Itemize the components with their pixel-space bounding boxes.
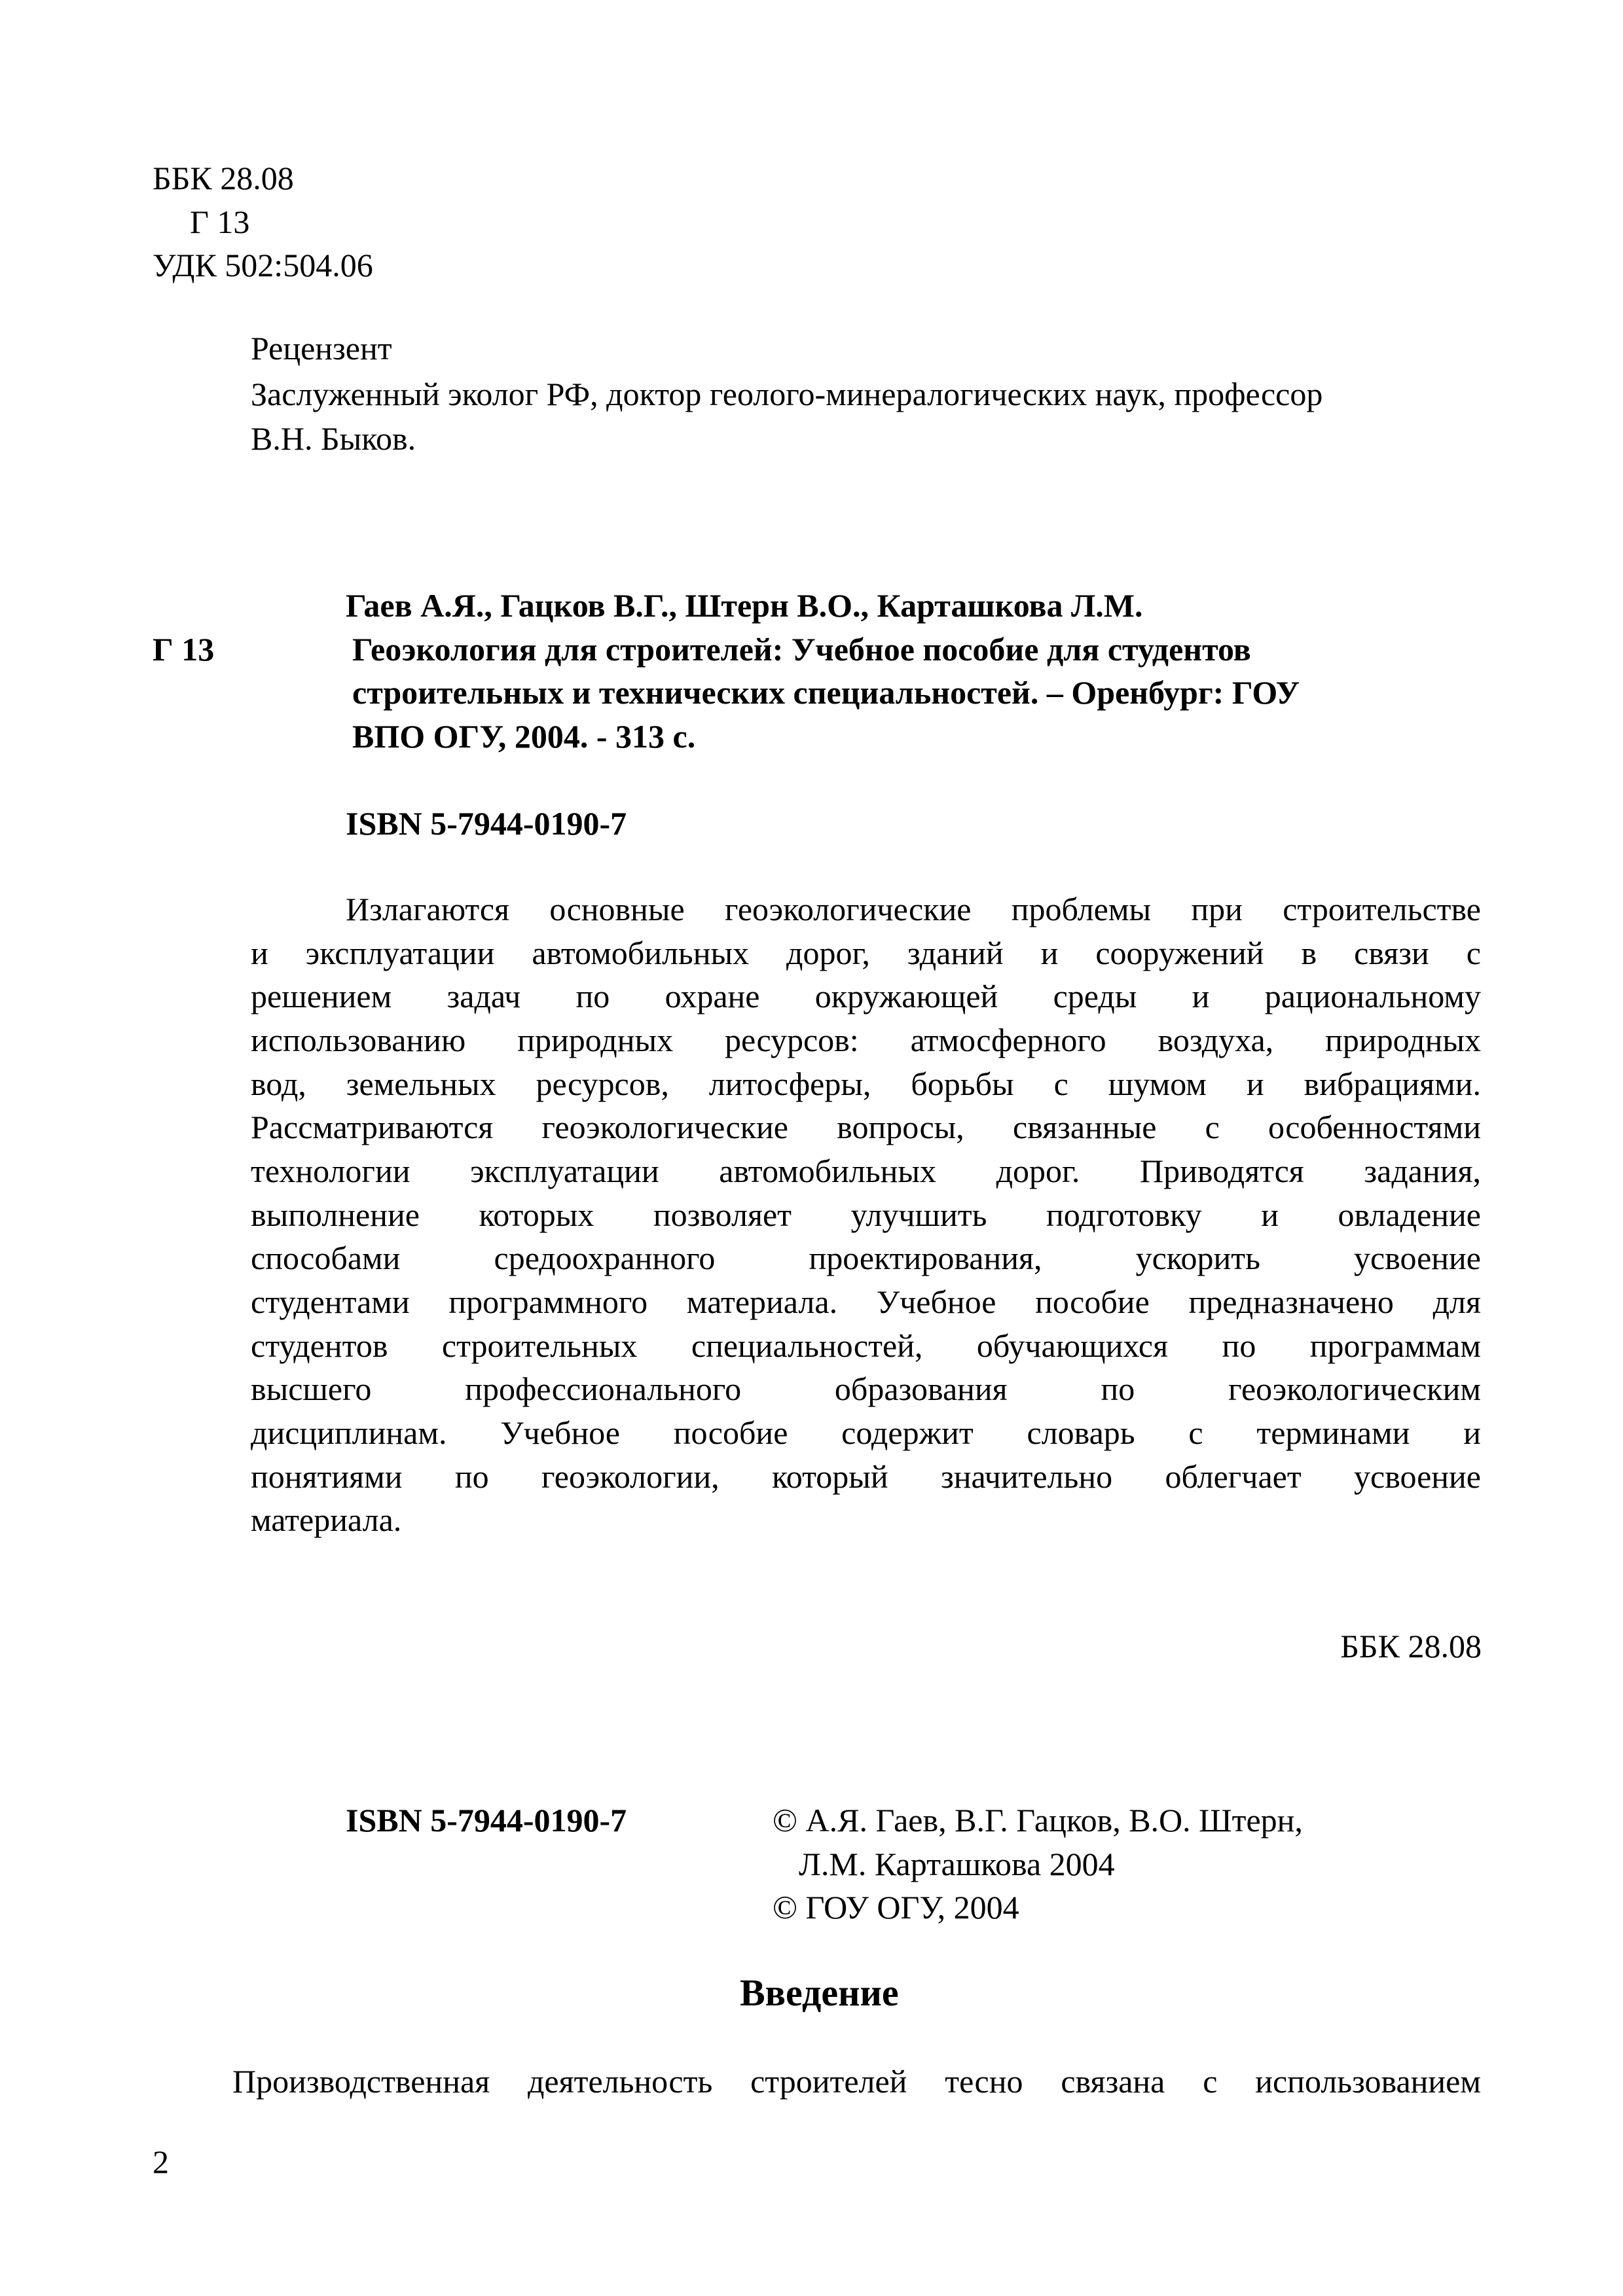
reviewer-name: В.Н. Быков. — [251, 420, 416, 457]
annotation-line: технологии эксплуатации автомобильных дорог. Приводятся задания, — [251, 1153, 1481, 1189]
annotation-line: использованию природных ресурсов: атмосферного воздуха, природных — [251, 1022, 1481, 1058]
annotation-line: решением задач по охране окружающей среды и рациональному — [251, 978, 1481, 1014]
copyright-publisher: © ГОУ ОГУ, 2004 — [773, 1889, 1019, 1926]
section-heading: Введение — [740, 1971, 899, 2014]
annotation-line: дисциплинам. Учебное пособие содержит словарь с терминами и — [251, 1414, 1481, 1451]
annotation-line: Рассматриваются геоэкологические вопросы, связанные с особенностями — [251, 1109, 1481, 1145]
book-title-line: строительных и технических специальностей. – Оренбург: ГОУ — [352, 674, 1300, 711]
annotation-line: высшего профессионального образования по геоэкологическим — [251, 1371, 1481, 1407]
bibliographic-index: Г 13 — [153, 631, 215, 668]
annotation-line: студентами программного материала. Учебное пособие предназначено для — [251, 1283, 1481, 1320]
annotation-line: способами средоохранного проектирования, ускорить усвоение — [251, 1240, 1481, 1276]
intro-first-line: Производственная деятельность строителей тесно связана с использованием — [232, 2063, 1481, 2100]
annotation-line: Излагаются основные геоэкологические проблемы при строительстве — [346, 891, 1481, 927]
annotation-line: понятиями по геоэкологии, который значительно облегчает усвоение — [251, 1458, 1481, 1495]
annotation-line: и эксплуатации автомобильных дорог, зданий и сооружений в связи с — [251, 935, 1481, 971]
book-title-line: ВПО ОГУ, 2004. - 313 с. — [352, 718, 696, 755]
page-number: 2 — [153, 2144, 169, 2180]
copyright-authors: © А.Я. Гаев, В.Г. Гацков, В.О. Штерн, — [773, 1802, 1303, 1839]
bbk-code: ББК 28.08 — [153, 160, 294, 196]
book-title-line: Геоэкология для строителей: Учебное пособие для студентов — [352, 631, 1251, 668]
reviewer-description: Заслуженный эколог РФ, доктор геолого-минералогических наук, профессор — [251, 376, 1323, 412]
isbn-bottom: ISBN 5-7944-0190-7 — [346, 1802, 627, 1839]
authors: Гаев А.Я., Гацков В.Г., Штерн В.О., Карташкова Л.М. — [346, 587, 1143, 624]
annotation-line: студентов строительных специальностей, обучающихся по программам — [251, 1327, 1481, 1364]
bbk-code-right: ББК 28.08 — [1340, 1628, 1482, 1664]
annotation-line: вод, земельных ресурсов, литосферы, борьбы с шумом и вибрациями. — [251, 1066, 1481, 1102]
reviewer-label: Рецензент — [251, 330, 392, 367]
udk-code: УДК 502:504.06 — [153, 247, 373, 283]
isbn: ISBN 5-7944-0190-7 — [346, 805, 627, 842]
annotation-line: выполнение которых позволяет улучшить подготовку и овладение — [251, 1196, 1481, 1233]
annotation-line: материала. — [251, 1501, 402, 1538]
copyright-authors-cont: Л.М. Карташкова 2004 — [799, 1846, 1115, 1882]
author-index: Г 13 — [190, 204, 250, 240]
